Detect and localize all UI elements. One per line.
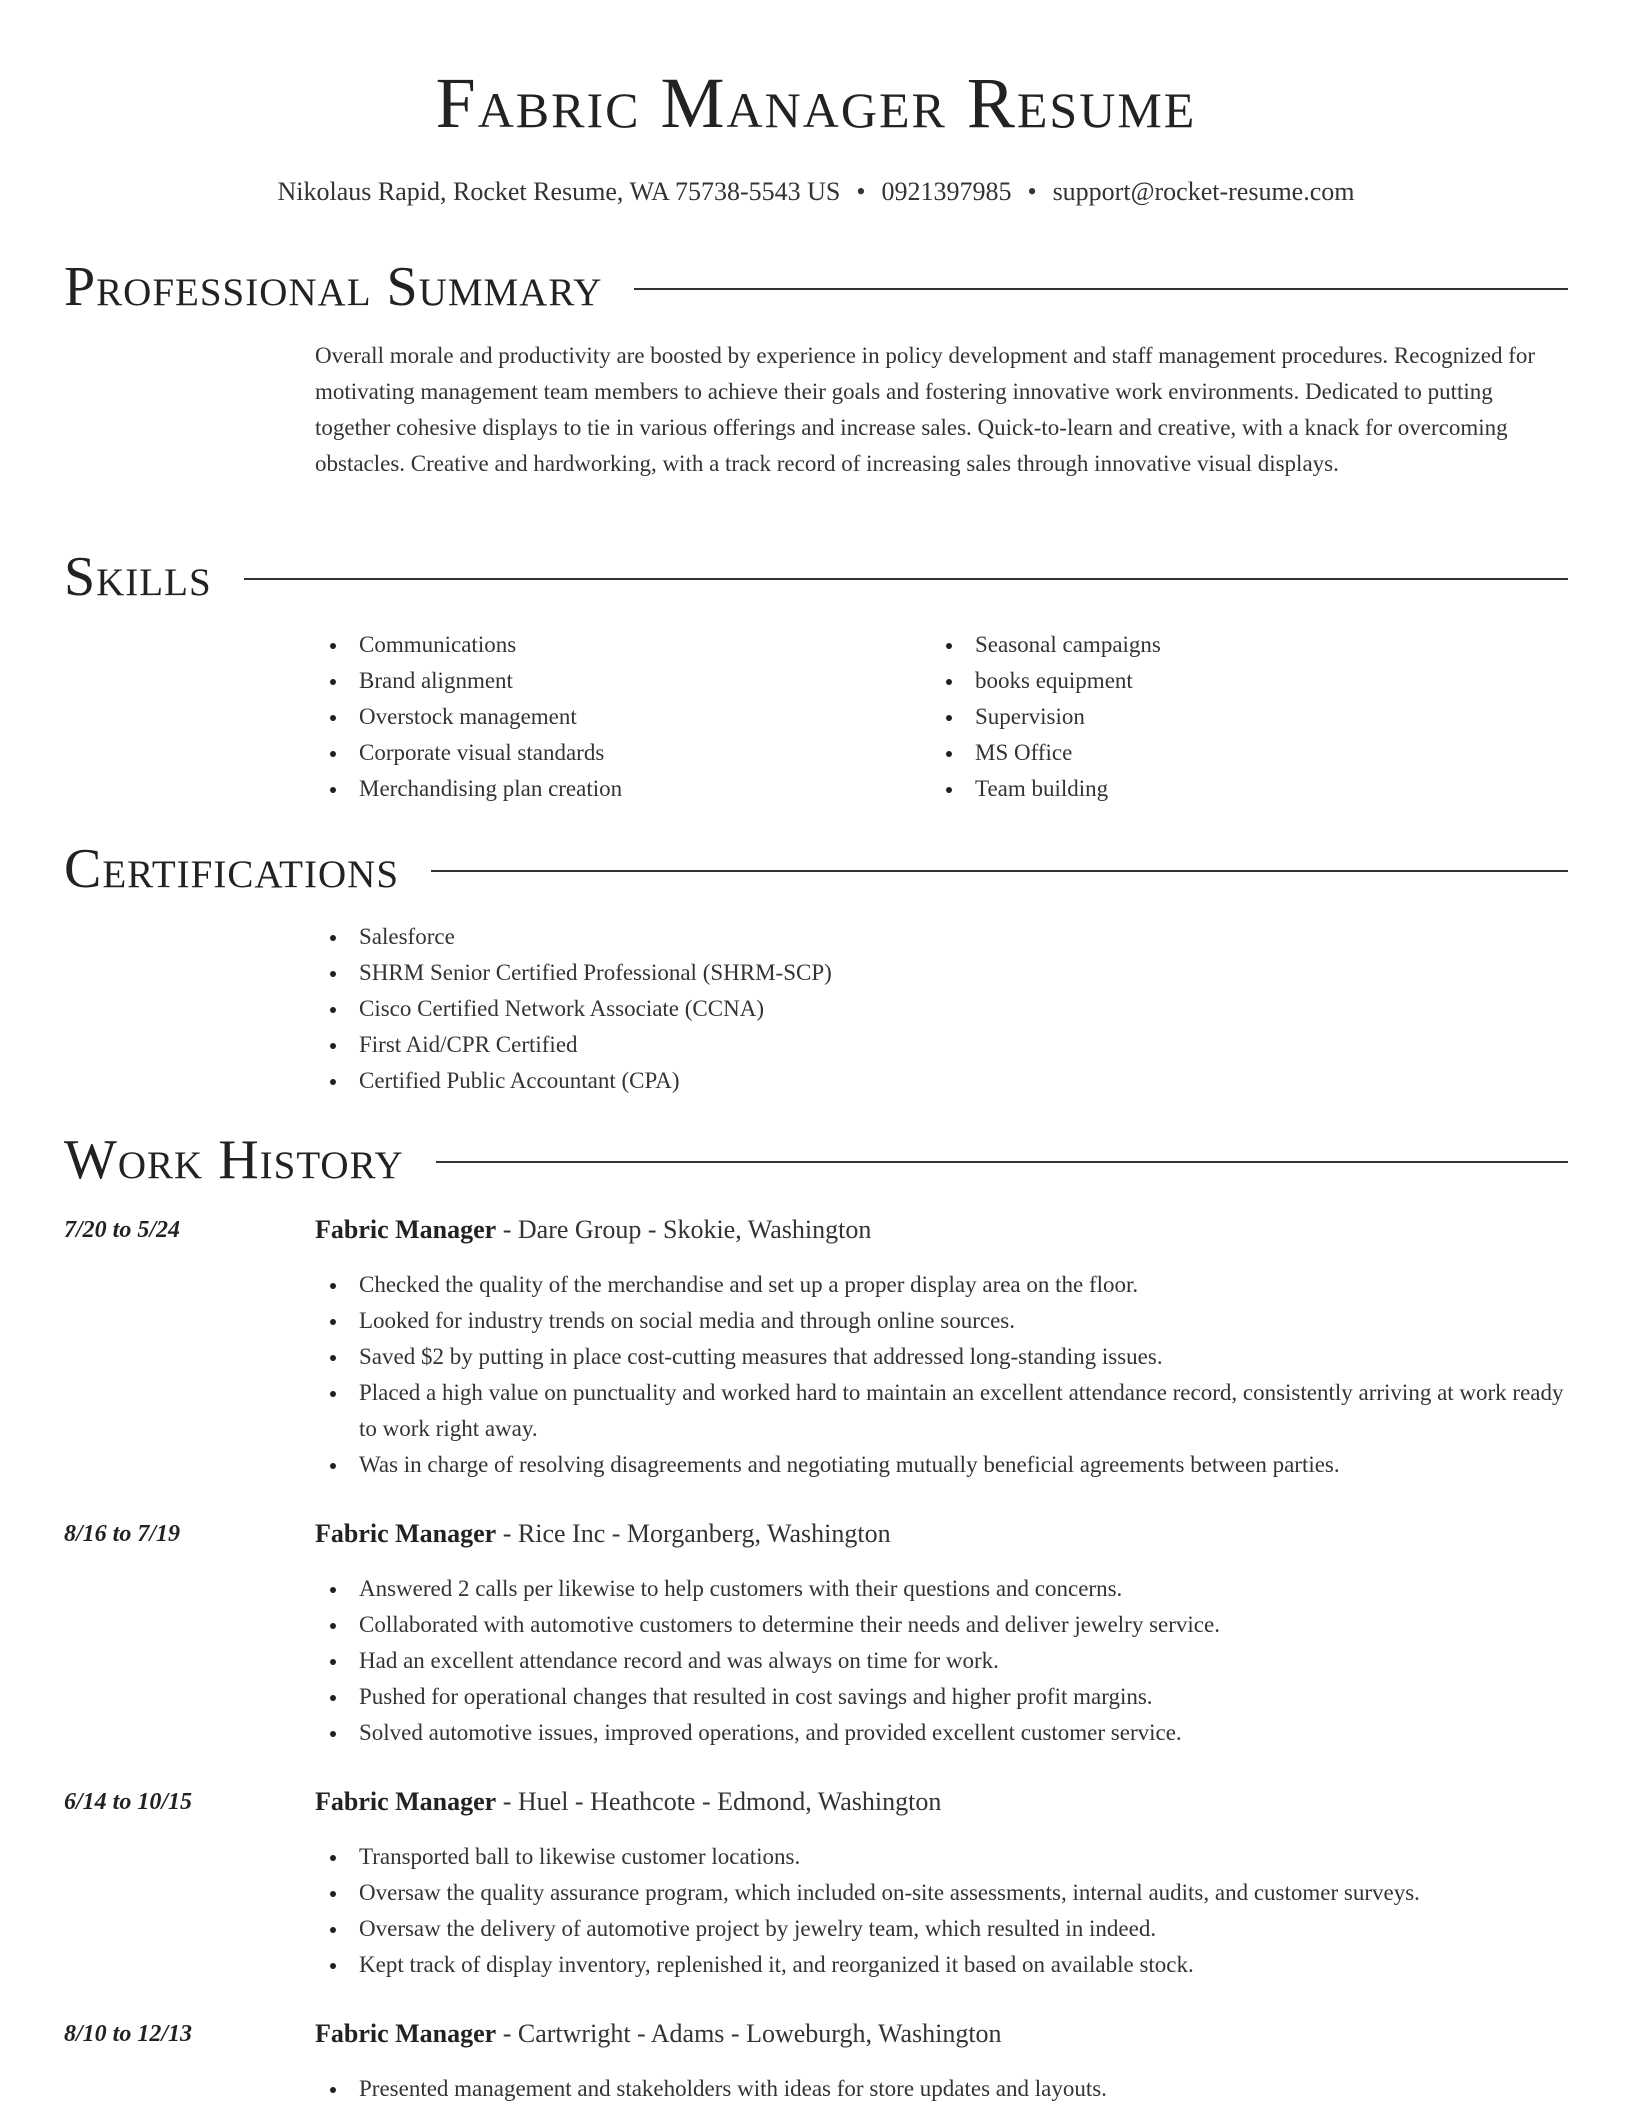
job-heading [315,1213,871,1247]
skills-list-left [315,627,622,807]
contact-address: Nikolaus Rapid, Rocket Resume, WA 75738-5543 US [277,177,841,206]
contact-separator: • [856,177,866,206]
job-company: - Huel - Heathcote - Edmond, Washington [496,1787,942,1816]
job-bullet: Transported ball to likewise customer locations. [315,1839,1568,1875]
skills-list-right [931,627,1161,807]
resume-title: Fabric Manager Resume [435,63,1197,143]
job-bullet: Saved $2 by putting in place cost-cutting measures that addressed long-standing issues. [315,1339,1568,1375]
skill-item: Corporate visual standards [315,735,622,771]
section-rule [634,288,1568,290]
skills-column-left [315,627,622,807]
job-company: - Dare Group - Skokie, Washington [496,1215,872,1244]
section-header-work-history [64,1125,1568,1195]
job-bullet: Kept track of display inventory, replenished it, and reorganized it based on available stock. [315,1947,1568,1983]
section-header-certifications [64,834,1568,904]
job-dates: 7/20 to 5/24 [64,1217,181,1243]
contact-email: support@rocket-resume.com [1052,177,1355,206]
certification-item: Cisco Certified Network Associate (CCNA) [315,991,832,1027]
job-role: Fabric Manager [315,1519,497,1548]
section-rule [244,578,1568,580]
contact-line [0,175,1632,209]
section-title-work-history: Work History [64,1129,404,1191]
job-bullet: Oversaw the delivery of automotive project by jewelry team, which resulted in indeed. [315,1911,1568,1947]
job-bullet: Was in charge of resolving disagreements and negotiating mutually beneficial agreements between parties. [315,1447,1568,1483]
certification-item: Salesforce [315,919,832,955]
job-company: - Rice Inc - Morganberg, Washington [496,1519,891,1548]
skill-item: Seasonal campaigns [931,627,1161,663]
certification-item: Certified Public Accountant (CPA) [315,1063,832,1099]
section-rule [431,870,1568,872]
section-title-certifications: Certifications [64,838,400,900]
job-dates: 6/14 to 10/15 [64,1789,193,1815]
section-header-summary [64,252,1568,322]
job-bullet: Looked for industry trends on social media and through online sources. [315,1303,1568,1339]
job-bullets [315,1267,1568,1483]
job-heading [315,1517,891,1551]
job-bullet: Answered 2 calls per likewise to help customers with their questions and concerns. [315,1571,1568,1607]
certifications-block [315,919,832,1099]
skills-column-right [931,627,1161,807]
certifications-list [315,919,832,1099]
section-header-skills [64,542,1568,612]
section-title-summary: Professional Summary [64,256,603,318]
job-role: Fabric Manager [315,2019,497,2048]
skill-item: Merchandising plan creation [315,771,622,807]
certification-item: First Aid/CPR Certified [315,1027,832,1063]
skill-item: Supervision [931,699,1161,735]
skill-item: MS Office [931,735,1161,771]
job-heading [315,1785,941,1819]
job-bullets [315,1571,1568,1751]
contact-separator: • [1027,177,1037,206]
contact-phone: 0921397985 [881,177,1012,206]
skill-item: Brand alignment [315,663,622,699]
section-title-skills: Skills [64,546,212,608]
job-role: Fabric Manager [315,1215,497,1244]
job-bullet: Presented management and stakeholders with ideas for store updates and layouts. [315,2071,1568,2107]
job-bullet: Collaborated with automotive customers to determine their needs and deliver jewelry service. [315,1607,1568,1643]
skill-item: Team building [931,771,1161,807]
skill-item: Communications [315,627,622,663]
job-bullets [315,2071,1568,2107]
job-bullet: Solved automotive issues, improved operations, and provided excellent customer service. [315,1715,1568,1751]
summary-text: Overall morale and productivity are boosted by experience in policy development and staff management procedures. Recognized for motivating management team members to achieve their goals and fostering innovative work environments. Dedicated to putting together cohesive displays to tie in various offerings and increase sales. Quick-to-learn and creative, with a knack for overcoming obstacles. Creative and hardworking, with a track record of increasing sales through innovative visual displays. [315,343,1536,476]
job-bullets [315,1839,1568,1983]
job-bullet: Pushed for operational changes that resulted in cost savings and higher profit margins. [315,1679,1568,1715]
job-bullet: Checked the quality of the merchandise and set up a proper display area on the floor. [315,1267,1568,1303]
job-dates: 8/10 to 12/13 [64,2021,193,2047]
job-dates: 8/16 to 7/19 [64,1521,181,1547]
skill-item: Overstock management [315,699,622,735]
certification-item: SHRM Senior Certified Professional (SHRM-SCP) [315,955,832,991]
job-bullet: Placed a high value on punctuality and worked hard to maintain an excellent attendance record, consistently arriving at work ready to work right away. [315,1375,1568,1447]
job-role: Fabric Manager [315,1787,497,1816]
skill-item: books equipment [931,663,1161,699]
section-rule [436,1161,1568,1163]
job-company: - Cartwright - Adams - Loweburgh, Washington [496,2019,1002,2048]
job-heading [315,2017,1002,2051]
job-bullet: Oversaw the quality assurance program, which included on-site assessments, internal audits, and customer surveys. [315,1875,1568,1911]
job-bullet: Had an excellent attendance record and was always on time for work. [315,1643,1568,1679]
